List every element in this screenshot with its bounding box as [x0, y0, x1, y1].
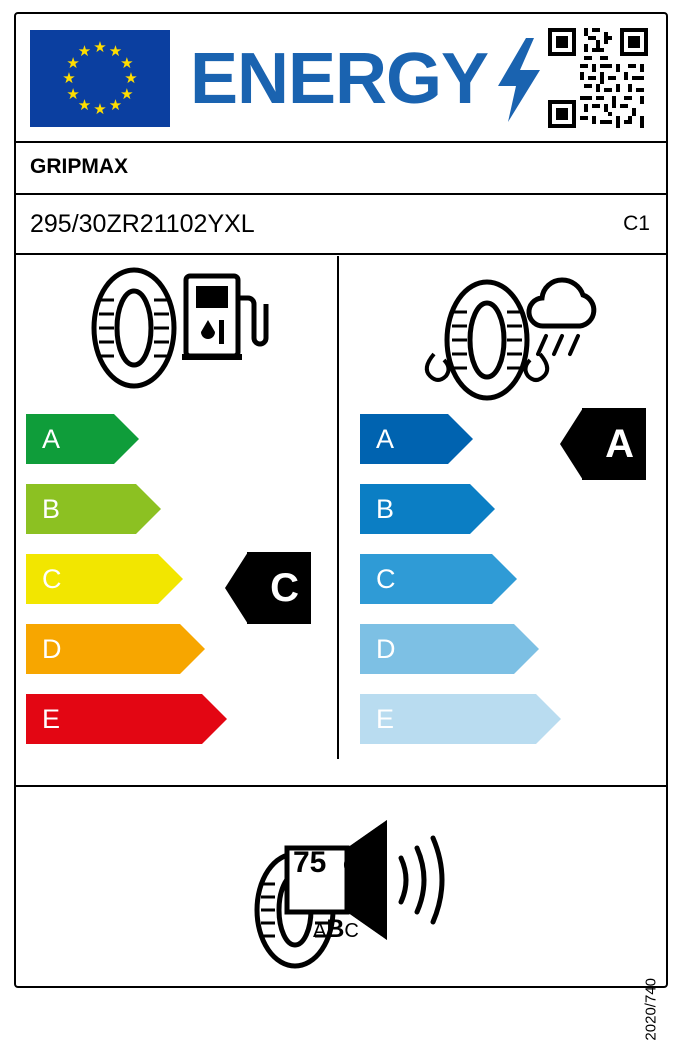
energy-title: ENERGY — [190, 39, 489, 119]
noise-class-b: B — [326, 915, 345, 943]
wet-grade-letter: C — [376, 563, 396, 594]
noise-unit: dB — [343, 850, 372, 876]
fuel-grade-letter: A — [42, 423, 61, 454]
lightning-bolt-icon — [496, 38, 540, 122]
eu-flag-star: ★ — [108, 96, 123, 114]
fuel-grade-letter: E — [42, 703, 61, 734]
fuel-efficiency-pictogram — [86, 268, 266, 388]
eu-flag-star: ★ — [77, 43, 92, 61]
eu-flag-star: ★ — [62, 70, 76, 87]
fuel-grade-d — [26, 624, 180, 674]
noise-class-a: A — [313, 920, 327, 942]
fuel-grade-row — [26, 414, 114, 464]
wet-grade-row — [360, 694, 536, 744]
wet-grade-b — [360, 484, 470, 534]
eu-flag-star: ★ — [77, 96, 92, 114]
eu-flag-star: ★ — [124, 70, 138, 87]
eu-flag-star: ★ — [120, 54, 134, 72]
divider-middle — [337, 256, 339, 759]
qr-code — [548, 28, 648, 128]
wet-grade-e — [360, 694, 536, 744]
wet-grip-pictogram — [412, 268, 612, 408]
divider-size — [16, 253, 666, 255]
rain-cloud-icon — [529, 280, 594, 354]
wet-grade-row — [360, 414, 448, 464]
regulation-code: 2020/740 — [643, 978, 660, 1041]
wet-grade-c — [360, 554, 492, 604]
divider-top — [16, 141, 666, 143]
eu-flag-star: ★ — [120, 85, 134, 103]
noise-value: 75 — [293, 846, 327, 879]
wet-rating-letter: A — [605, 421, 634, 466]
fuel-grade-e — [26, 694, 202, 744]
wet-grade-a — [360, 414, 448, 464]
eu-flag-star: ★ — [108, 43, 123, 61]
wet-grip-rating-marker — [560, 408, 646, 480]
eu-flag-star: ★ — [66, 54, 80, 72]
eu-flag-star: ★ — [93, 39, 107, 56]
eu-flag-star: ★ — [66, 85, 80, 103]
fuel-grade-row — [26, 484, 136, 534]
wet-grade-d — [360, 624, 514, 674]
noise-class-c: C — [344, 920, 359, 942]
tyre-size: 295/30ZR21102YXL — [30, 210, 255, 238]
eu-flag-star: ★ — [93, 101, 107, 118]
wet-grade-letter: D — [376, 633, 396, 664]
divider-brand — [16, 193, 666, 195]
fuel-grade-a — [26, 414, 114, 464]
fuel-efficiency-rating-marker — [225, 552, 311, 624]
fuel-grade-row — [26, 554, 158, 604]
wet-grade-letter: E — [376, 703, 395, 734]
noise-section — [225, 800, 465, 980]
wet-grade-row — [360, 484, 470, 534]
fuel-grade-letter: B — [42, 493, 61, 524]
fuel-grade-letter: D — [42, 633, 62, 664]
wet-grade-letter: A — [376, 423, 395, 454]
eu-flag — [30, 30, 170, 127]
divider-lower — [16, 785, 666, 787]
wet-grade-row — [360, 624, 514, 674]
wet-grade-row — [360, 554, 492, 604]
fuel-grade-c — [26, 554, 158, 604]
fuel-rating-letter: C — [270, 565, 299, 610]
brand-name: GRIPMAX — [30, 155, 129, 178]
fuel-grade-row — [26, 694, 202, 744]
tyre-class: C1 — [623, 212, 650, 235]
noise-class-scale — [313, 915, 359, 944]
fuel-grade-b — [26, 484, 136, 534]
noise-pictogram — [225, 818, 465, 988]
wet-grade-letter: B — [376, 493, 395, 524]
fuel-grade-letter: C — [42, 563, 62, 594]
fuel-pump-icon — [182, 276, 266, 360]
fuel-grade-row — [26, 624, 180, 674]
